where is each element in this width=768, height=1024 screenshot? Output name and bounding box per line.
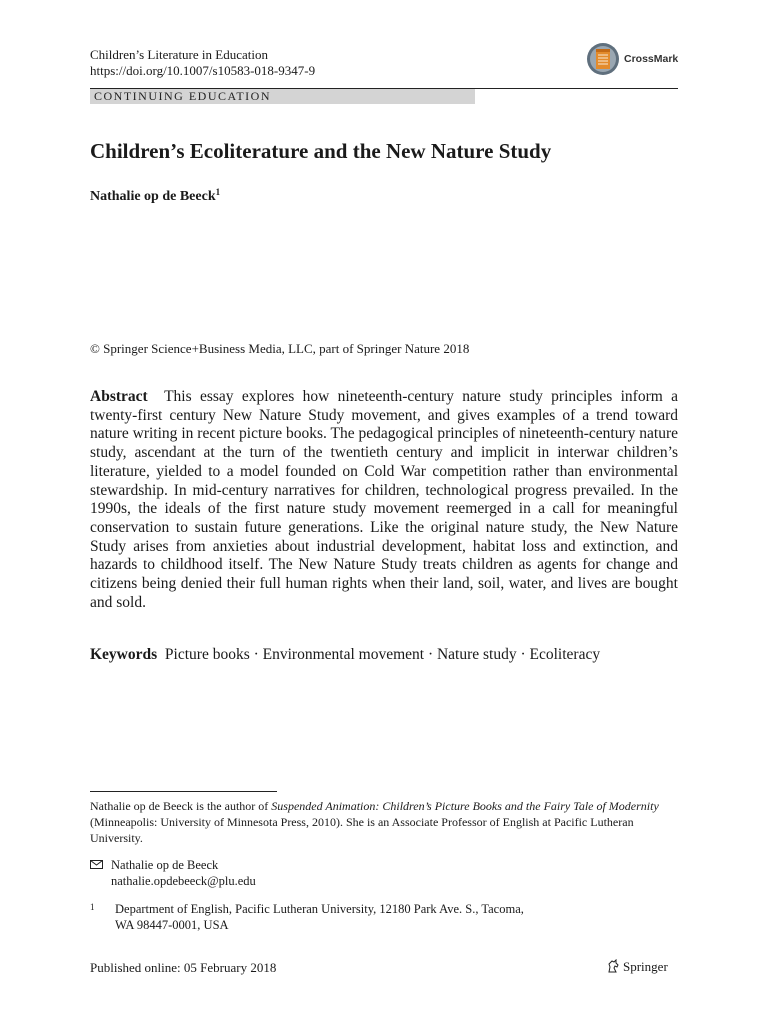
springer-horse-icon	[606, 959, 620, 973]
contact-email[interactable]: nathalie.opdebeeck@plu.edu	[111, 874, 256, 888]
section-bar	[90, 89, 475, 104]
crossmark-badge[interactable]	[586, 42, 682, 76]
published-date: Published online: 05 February 2018	[90, 960, 277, 975]
affiliation-line-2: WA 98447-0001, USA	[115, 918, 229, 932]
abstract	[90, 388, 678, 612]
crossmark-label: CrossMark	[624, 53, 679, 65]
contact-block	[90, 857, 256, 889]
author-affiliation-marker: 1	[215, 187, 221, 197]
keywords-text: Picture books · Environmental movement · Nature study · Ecoliteracy	[164, 646, 601, 663]
contact-name: Nathalie op de Beeck	[111, 858, 219, 872]
footnote-rule	[90, 791, 277, 792]
springer-logo	[606, 959, 668, 975]
section-label: CONTINUING EDUCATION	[94, 89, 271, 103]
bio-book-title: Suspended Animation: Children’s Picture Books and the Fairy Tale of Modernity	[271, 799, 659, 813]
affiliation-number: 1	[90, 902, 95, 912]
keywords	[90, 645, 678, 664]
keywords-label: Keywords	[90, 646, 158, 663]
article-title: Children’s Ecoliterature and the New Nature Study	[90, 139, 552, 163]
bio-prefix: Nathalie op de Beeck is the author of	[90, 799, 272, 813]
copyright-notice: © Springer Science+Business Media, LLC, part of Springer Nature 2018	[90, 341, 470, 356]
author-name: Nathalie op de Beeck	[90, 189, 216, 204]
abstract-label: Abstract	[90, 388, 148, 405]
doi-link[interactable]: https://doi.org/10.1007/s10583-018-9347-9	[90, 63, 316, 78]
affiliation-line-1: Department of English, Pacific Lutheran University, 12180 Park Ave. S., Tacoma,	[115, 902, 524, 916]
crossmark-icon	[586, 42, 620, 76]
journal-header	[90, 47, 315, 79]
springer-label: Springer	[623, 959, 668, 974]
envelope-icon	[90, 860, 103, 869]
abstract-text: This essay explores how nineteenth-century nature study principles inform a twenty-first century New Nature Study movement, and gives examples of a trend toward nature writing in recent picture books. The pedagogical principles of nineteenth-century nature study, ascendant at the turn of the twentieth century and implicit in interwar children’s literature, yielded to a model founded on Cold War competition rather than environmental stewardship. In mid-century narratives for children, technological progress prevailed. In the 1990s, the ideals of the first nature study movement reemerged in a call for meaningful conservation to sustain future generations. Like the original nature study, the New Nature Study arises from anxieties about industrial development, habitat loss and extinction, and hazards to childhood itself. The New Nature Study treats children as agents for change and citizens being denied their full human rights when their land, soil, water, and lives are bought and sold.	[90, 388, 678, 611]
author-line	[90, 187, 220, 205]
bio-suffix: (Minneapolis: University of Minnesota Press, 2010). She is an Associate Professor of English at Pacific Lutheran University.	[90, 815, 634, 845]
author-bio	[90, 798, 678, 846]
journal-name: Children’s Literature in Education	[90, 47, 268, 62]
